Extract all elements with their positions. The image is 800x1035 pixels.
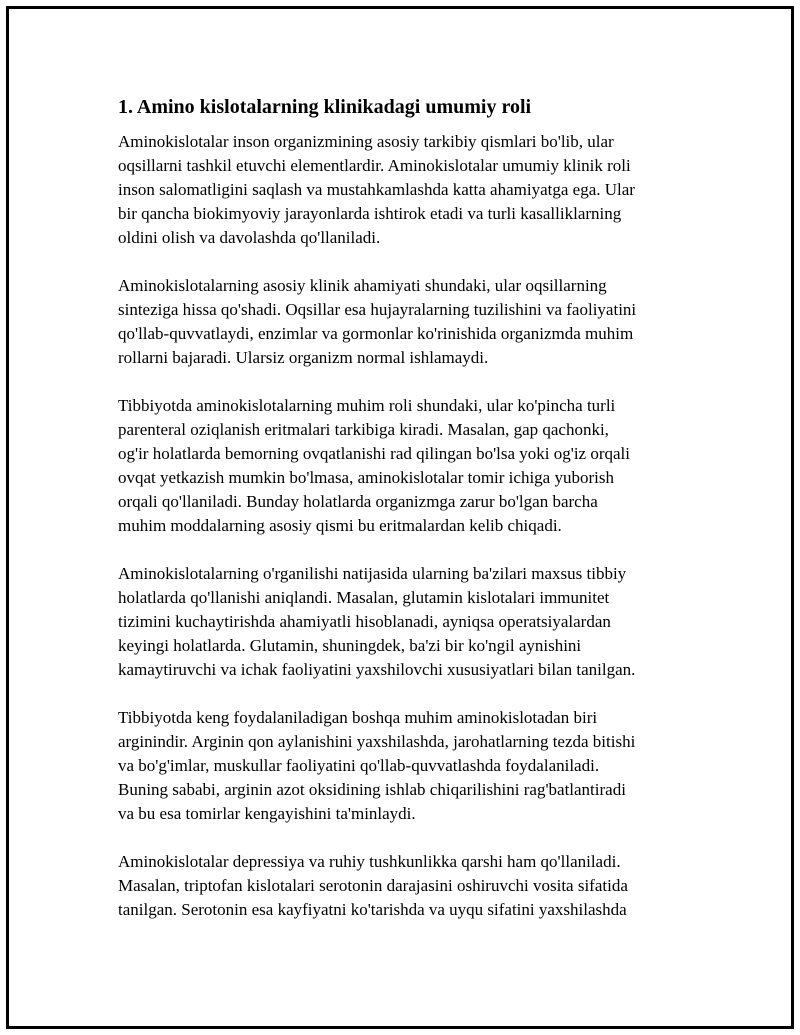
document-body <box>118 94 680 946</box>
paragraph-5: Tibbiyotda keng foydalaniladigan boshqa muhim aminokislotadan biri arginindir. Arginin qon aylanishini yaxshilashda, jarohatlarning tezda bitishi va bo'g'imlar, muskullar faoliyatini qo'llab-quvvatlashda foydalaniladi. Buning sababi, arginin azot oksidining ishlab chiqarilishini rag'batlantiradi va bu esa tomirlar kengayishini ta'minlaydi. <box>118 708 636 823</box>
paragraph-2: Aminokislotalarning asosiy klinik ahamiyati shundaki, ular oqsillarning sinteziga hissa qo'shadi. Oqsillar esa hujayralarning tuzilishini va faoliyatini qo'llab-quvvatlaydi, enzimlar va gormonlar ko'rinishida organizmda muhim rollarni bajaradi. Ularsiz organizm normal ishlamaydi. <box>118 276 637 367</box>
paragraph-1: Aminokislotalar inson organizmining asosiy tarkibiy qismlari bo'lib, ular oqsillarni tashkil etuvchi elementlardir. Aminokislotalar umumiy klinik roli inson salomatligini saqlash va mustahkamlashda katta ahamiyatga ega. Ular bir qancha biokimyoviy jarayonlarda ishtirok etadi va turli kasalliklarning oldini olish va davolashda qo'llaniladi. <box>118 132 635 247</box>
paragraph-6: Aminokislotalar depressiya va ruhiy tushkunlikka qarshi ham qo'llaniladi. Masalan, triptofan kislotalari serotonin darajasini oshiruvchi vosita sifatida tanilgan. Serotonin esa kayfiyatni ko'tarishda va uyqu sifatini yaxshilashda <box>118 852 628 919</box>
paragraph-3: Tibbiyotda aminokislotalarning muhim roli shundaki, ular ko'pincha turli parenteral oziqlanish eritmalari tarkibiga kiradi. Masalan, gap qachonki, og'ir holatlarda bemorning ovqatlanishi rad qilingan bo'lsa yoki og'iz orqali ovqat yetkazish mumkin bo'lmasa, aminokislotalar tomir ichiga yuborish orqali qo'llaniladi. Bunday holatlarda organizmga zarur bo'lgan barcha muhim moddalarning asosiy qismi bu eritmalardan kelib chiqadi. <box>118 396 630 535</box>
paragraph-4: Aminokislotalarning o'rganilishi natijasida ularning ba'zilari maxsus tibbiy holatlarda qo'llanishi aniqlandi. Masalan, glutamin kislotalari immunitet tizimini kuchaytirishda ahamiyatli hisoblanadi, ayniqsa operatsiyalardan keyingi holatlarda. Glutamin, shuningdek, ba'zi bir ko'ngil aynishini kamaytiruvchi va ichak faoliyatini yaxshilovchi xususiyatlari bilan tanilgan. <box>118 564 636 679</box>
section-heading: 1. Amino kislotalarning klinikadagi umumiy roli <box>118 96 532 118</box>
